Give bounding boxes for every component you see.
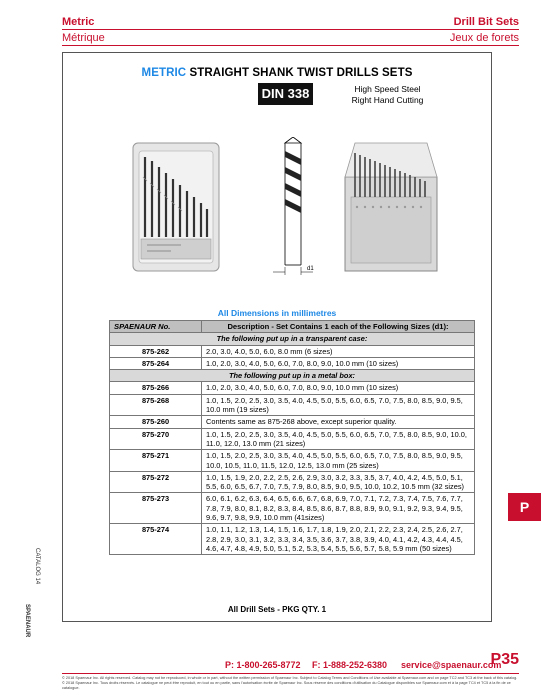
table-row xyxy=(110,382,475,394)
table-row xyxy=(110,493,475,524)
table-row xyxy=(110,450,475,472)
header-right-subtitle: Jeux de forets xyxy=(449,32,519,44)
diagram-label: d1 xyxy=(307,266,314,272)
size-list: 1.0, 1.5, 2.0, 2.5, 3.0, 3.5, 4.0, 4.5, 5.0, 5.5, 6.0, 6.5, 7.0, 7.5, 8.0, 8.5, 9.0, 9.5, 10.0, 10.5, 11.0, 11.5, 12.0, 12.5, 13.0 mm (25 sizes) xyxy=(202,450,475,472)
size-list: 6.0, 6.1, 6.2, 6.3, 6.4, 6.5, 6.6, 6.7, 6.8, 6.9, 7.0, 7.1, 7.2, 7.3, 7.4, 7.5, 7.6, 7.7, 7.8, 7.9, 8.0, 8.1, 8.2, 8.3, 8.4, 8.5, 8.6, 8.7, 8.8, 8.9, 9.0, 9.1, 9.2, 9.3, 9.4, 9.5, 9.6, 9.7, 9.8, 9.9, 10.0 mm (41sizes) xyxy=(202,493,475,524)
din-badge: DIN 338 xyxy=(258,83,313,105)
size-list: 1.0, 1.1, 1.2, 1.3, 1.4, 1.5, 1.6, 1.7, 1.8, 1.9, 2.0, 2.1, 2.2, 2.3, 2.4, 2.5, 2.6, 2.7, 2.8, 2.9, 3.0, 3.1, 3.2, 3.3, 3.4, 3.5, 3.6, 3.7, 3.8, 3.9, 4.0, 4.1, 4.2, 4.3, 4.4, 4.5, 4.6, 4.7, 4.8, 4.9, 5.0, 5.1, 5.2, 5.3, 5.4, 5.5, 5.6, 5.7, 5.8, 5.9 mm (50 sizes) xyxy=(202,524,475,555)
legal-notice: © 2018 Spaenaur Inc. All rights reserved. Catalog may not be reproduced, in whole or in part, without the written permission of Spaenaur Inc. Subject to Catalog Terms and Conditions of Use available at Spaenaur.com and on page TC2 and TC3 at the back of this catalog. © 2018 Spaenaur Inc. Tous droits réservés. Le catalogue ne peut être reproduit, en tout ou en partie, sans l'autorisation écrite de Spaenaur Inc. Sous réserve des conditions d'utilisation du Catalogue disponibles sur Spaenaur.com et à la page TC4 et TC5 à la fin de ce catalogue. xyxy=(62,676,518,690)
header-left-title: Metric xyxy=(62,16,95,28)
transparent-case-photo xyxy=(131,137,223,277)
size-list: 1.0, 2.0, 3.0, 4.0, 5.0, 6.0, 7.0, 8.0, 9.0, 10.0 mm (10 sizes) xyxy=(202,382,475,394)
drill-sets-table xyxy=(109,320,475,555)
content-frame xyxy=(62,52,492,622)
dimensions-note: All Dimensions in millimetres xyxy=(217,308,337,318)
table-row xyxy=(110,357,475,369)
table-row xyxy=(110,345,475,357)
table-row xyxy=(110,394,475,416)
title-accent: METRIC xyxy=(141,67,187,79)
column-header-number: SPAENAUR No. xyxy=(110,321,202,333)
spec-lines xyxy=(340,84,435,106)
package-quantity-note: All Drill Sets - PKG QTY. 1 xyxy=(227,605,327,614)
column-header-description: Description - Set Contains 1 each of the Following Sizes (d1): xyxy=(202,321,475,333)
section-label: The following put up in a transparent case: xyxy=(110,333,475,345)
part-number: 875-266 xyxy=(110,382,202,394)
footer-phone: P: 1-800-265-8772 xyxy=(225,660,301,670)
table-body xyxy=(110,333,475,555)
footer-email[interactable]: service@spaenaur.com xyxy=(401,660,502,670)
spec-line-material: High Speed Steel xyxy=(354,84,421,94)
table-row xyxy=(110,524,475,555)
size-list: Contents same as 875-268 above, except superior quality. xyxy=(202,416,475,428)
metal-box-photo xyxy=(341,137,441,277)
drill-diagram xyxy=(263,137,323,277)
size-list: 1.0, 1.5, 2.0, 2.5, 3.0, 3.5, 4.0, 4.5, 5.0, 5.5, 6.0, 6.5, 7.0, 7.5, 8.0, 8.5, 9.0, 10.0, 11.0, 12.0, 13.0 mm (21 sizes) xyxy=(202,428,475,450)
table-header-row xyxy=(110,321,475,333)
header-divider-top xyxy=(62,29,519,30)
part-number: 875-270 xyxy=(110,428,202,450)
table-row xyxy=(110,471,475,493)
section-tab[interactable]: P xyxy=(508,493,541,521)
size-list: 1.0, 1.5, 1.9, 2.0, 2.2, 2.5, 2.6, 2.9, 3.0, 3.2, 3.3, 3.5, 3.7, 4.0, 4.2, 4.5, 5.0, 5.1, 5.5, 6.0, 6.5, 6.7, 7.0, 7.5, 7.9, 8.0, 8.5, 9.0, 9.5, 10.0, 10.2, 10.5 mm (32 sizes) xyxy=(202,471,475,493)
page-number: P35 xyxy=(490,651,519,668)
table-row xyxy=(110,416,475,428)
page-title xyxy=(63,67,491,79)
part-number: 875-262 xyxy=(110,345,202,357)
footer-divider xyxy=(62,673,519,674)
section-label: The following put up in a metal box: xyxy=(110,370,475,382)
size-list: 2.0, 3.0, 4.0, 5.0, 6.0, 8.0 mm (6 sizes) xyxy=(202,345,475,357)
part-number: 875-272 xyxy=(110,471,202,493)
size-list: 1.0, 1.5, 2.0, 2.5, 3.0, 3.5, 4.0, 4.5, 5.0, 5.5, 6.0, 6.5, 7.0, 7.5, 8.0, 8.5, 9.0, 9.5, 10.0 mm (19 sizes) xyxy=(202,394,475,416)
part-number: 875-264 xyxy=(110,357,202,369)
header-divider-bottom xyxy=(62,45,519,46)
part-number: 875-274 xyxy=(110,524,202,555)
footer-fax: F: 1-888-252-6380 xyxy=(312,660,388,670)
header-left-subtitle: Métrique xyxy=(62,32,105,44)
table-section-row xyxy=(110,370,475,382)
part-number: 875-260 xyxy=(110,416,202,428)
catalog-label: CATALOG 14 xyxy=(34,548,40,585)
brand-label: SPAENAUR xyxy=(24,604,30,638)
size-list: 1.0, 2.0, 3.0, 4.0, 5.0, 6.0, 7.0, 8.0, 9.0, 10.0 mm (10 sizes) xyxy=(202,357,475,369)
title-rest: STRAIGHT SHANK TWIST DRILLS SETS xyxy=(186,67,413,79)
spec-line-cutting: Right Hand Cutting xyxy=(351,95,424,105)
table-row xyxy=(110,428,475,450)
part-number: 875-271 xyxy=(110,450,202,472)
part-number: 875-273 xyxy=(110,493,202,524)
header-right-title: Drill Bit Sets xyxy=(453,16,519,28)
table-section-row xyxy=(110,333,475,345)
part-number: 875-268 xyxy=(110,394,202,416)
